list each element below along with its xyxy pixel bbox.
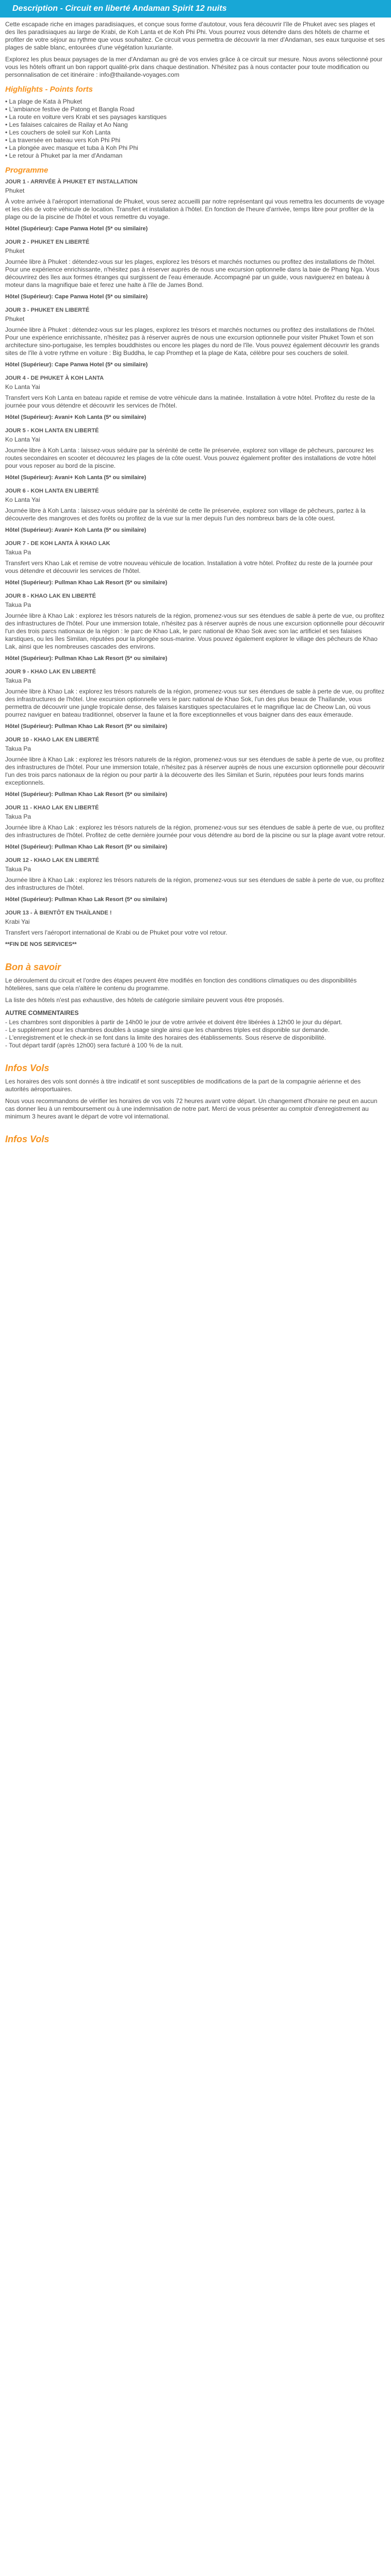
day-title: JOUR 10 - KHAO LAK EN LIBERTÉ — [5, 737, 100, 743]
comment-item: - Le supplément pour les chambres doubles à usage single ainsi que les chambres triples est disponible sur demande. — [5, 1026, 330, 1033]
highlight-item: • La route en voiture vers Krabi et ses paysages karstiques — [5, 113, 167, 121]
day-route: Takua Pa — [5, 549, 31, 556]
day-title: JOUR 6 - KOH LANTA EN LIBERTÉ — [5, 488, 99, 494]
day-hotel: Hôtel (Supérieur): Cape Panwa Hotel (5* ou similaire) — [5, 294, 148, 300]
day-hotel: **FIN DE NOS SERVICES** — [5, 941, 77, 947]
highlights-title: Highlights - Points forts — [5, 85, 93, 94]
day-title: JOUR 1 - ARRIVÉE À PHUKET ET INSTALLATION — [5, 179, 138, 185]
day-hotel: Hôtel (Supérieur): Pullman Khao Lak Resort (5* ou similaire) — [5, 655, 168, 662]
day-description: Transfert vers l'aéroport international de Krabi ou de Phuket pour votre vol retour. — [5, 929, 227, 936]
day-hotel: Hôtel (Supérieur): Cape Panwa Hotel (5* ou similaire) — [5, 226, 148, 232]
day-route: Takua Pa — [5, 866, 31, 873]
day-title: JOUR 5 - KOH LANTA EN LIBERTÉ — [5, 428, 99, 434]
highlight-item: • La traversée en bateau vers Koh Phi Phi — [5, 137, 121, 144]
day-route: Takua Pa — [5, 677, 31, 684]
day-hotel: Hôtel (Supérieur): Avani+ Koh Lanta (5* ou similaire) — [5, 474, 146, 481]
day-hotel: Hôtel (Supérieur): Pullman Khao Lak Resort (5* ou similaire) — [5, 580, 168, 586]
day-description: À votre arrivée à l'aéroport international de Phuket, vous serez accueilli par notre représentant qui vous remettra les documents de voyage et les clés de votre véhicule de location. Transfert et installation à l'hôtel. En fonction de l'heure d'arrivée, temps libre pour profiter de la plage ou de la piscine de l'hôtel et vous remettre du voyage. — [5, 198, 385, 221]
day-title: JOUR 9 - KHAO LAK EN LIBERTÉ — [5, 669, 96, 675]
highlight-item: • Les falaises calcaires de Railay et Ao Nang — [5, 121, 128, 128]
day-description: Journée libre à Koh Lanta : laissez-vous séduire par la sérénité de cette île préservée, explorez son village de pêcheurs, partez à la découverte des mangroves et des forêts ou profitez de la vue sur la mer depuis l'un des nombreux bars de la côte ouest. — [5, 507, 366, 522]
bon-savoir-paragraph: La liste des hôtels n'est pas exhaustive, des hôtels de catégorie similaire peuvent vous être proposés. — [5, 996, 284, 1004]
day-title: JOUR 3 - PHUKET EN LIBERTÉ — [5, 307, 90, 313]
day-route: Ko Lanta Yai — [5, 383, 40, 391]
day-block — [5, 737, 386, 799]
day-block — [5, 593, 386, 663]
day-block — [5, 239, 386, 301]
day-block — [5, 805, 386, 851]
day-block — [5, 669, 386, 731]
day-block — [5, 540, 386, 587]
day-block — [5, 307, 386, 369]
info-vols-paragraph: Les horaires des vols sont donnés à titre indicatif et sont susceptibles de modifications de la part de la compagnie aérienne et des autorités aéroportuaires. — [5, 1078, 361, 1093]
comment-item: - Tout départ tardif (après 12h00) sera facturé à 100 % de la nuit. — [5, 1042, 183, 1049]
day-hotel: Hôtel (Supérieur): Pullman Khao Lak Resort (5* ou similaire) — [5, 723, 168, 730]
comment-item: - L'enregistrement et le check-in se font dans la limite des horaires des établissements. Sous réserve de disponibilité. — [5, 1034, 326, 1041]
day-description: Journée libre à Phuket : détendez-vous sur les plages, explorez les trésors et marchés nocturnes ou profitez des installations de l'hôtel. Pour une expérience enrichissante, n'hésitez pas à réserver auprès de nous une excursion optionnelle pour visiter Phuket Town et son architecture sino-portugaise, les temples bouddhistes ou encore les plages du nord de l'île. Vous pouvez également découvrir les grands sites de l'île à votre rythme en voiture : Big Buddha, le cap Promthep et la plage de Kata, célèbre pour ses couchers de soleil. — [5, 326, 380, 357]
content — [0, 18, 391, 1145]
day-title: JOUR 2 - PHUKET EN LIBERTÉ — [5, 239, 90, 245]
day-description: Journée libre à Khao Lak : explorez les trésors naturels de la région, promenez-vous sur ses étendues de sable à perte de vue, ou profitez des infrastructures de l'hôtel. Pour une immersion totale, n'hésitez pas à réserver auprès de nous une excursion optionnelle pour découvrir l'un des trois parcs nationaux de la région : le parc de Khao Lak, le parc national de Khao Sok avec son lac artificiel et ses falaises karstiques, ou les îles Similan, réputées pour la plongée sous-marine. Vous pouvez également explorer le village des pêcheurs de Khao Lak, ainsi que les nombreuses cascades des environs. — [5, 612, 385, 650]
info-vols-title: Infos Vols — [5, 1063, 50, 1073]
banner-title: Description - Circuit en liberté Andaman Spirit 12 nuits — [12, 4, 227, 13]
other-comments-title: AUTRE COMMENTAIRES — [5, 1009, 79, 1016]
highlight-item: • La plage de Kata à Phuket — [5, 98, 82, 105]
day-hotel: Hôtel (Supérieur): Avani+ Koh Lanta (5* ou similaire) — [5, 414, 146, 420]
day-hotel: Hôtel (Supérieur): Pullman Khao Lak Resort (5* ou similaire) — [5, 791, 168, 798]
day-route: Phuket — [5, 315, 25, 323]
highlight-item: • Les couchers de soleil sur Koh Lanta — [5, 129, 111, 136]
day-title: JOUR 12 - KHAO LAK EN LIBERTÉ — [5, 857, 100, 863]
info-vols-paragraph: Nous vous recommandons de vérifier les horaires de vos vols 72 heures avant votre départ. Un changement d'horaire ne peut en aucun cas donner lieu à un remboursement ou à une indemnisation de notre part. Merci de vous présenter au comptoir d'enregistrement au minimum 3 heures avant le départ de votre vol international. — [5, 1097, 378, 1120]
day-description: Journée libre à Khao Lak : explorez les trésors naturels de la région, promenez-vous sur ses étendues de sable à perte de vue, ou profitez des infrastructures de l'hôtel. Une excursion optionnelle vers le parc national de Khao Sok, l'un des plus beaux de Thaïlande, vous permettra de découvrir une jungle tropicale dense, des falaises karstiques spectaculaires et le magnifique lac de Cheow Lan, où vous pourrez naviguer en bateau traditionnel, observer la faune et la flore exceptionnelles et vous baigner dans des eaux émeraude. — [5, 688, 385, 718]
day-title: JOUR 4 - DE PHUKET À KOH LANTA — [5, 375, 104, 381]
page-banner — [0, 0, 391, 18]
highlight-item: • L'ambiance festive de Patong et Bangla Road — [5, 106, 135, 113]
day-block — [5, 179, 386, 233]
day-description: Journée libre à Khao Lak : explorez les trésors naturels de la région, promenez-vous sur ses étendues de sable à perte de vue, ou profitez des infrastructures de l'hôtel. — [5, 876, 385, 891]
day-route: Ko Lanta Yai — [5, 496, 40, 503]
day-block — [5, 857, 386, 904]
comment-item: - Les chambres sont disponibles à partir de 14h00 le jour de votre arrivée et doivent être libérées à 12h00 le jour du départ. — [5, 1019, 343, 1026]
bon-savoir-title: Bon à savoir — [5, 962, 61, 972]
day-hotel: Hôtel (Supérieur): Pullman Khao Lak Resort (5* ou similaire) — [5, 844, 168, 850]
day-route: Takua Pa — [5, 745, 31, 752]
other-comments-list — [5, 1019, 386, 1049]
day-block — [5, 910, 386, 948]
day-hotel: Hôtel (Supérieur): Avani+ Koh Lanta (5* ou similaire) — [5, 527, 146, 533]
day-description: Transfert vers Koh Lanta en bateau rapide et remise de votre véhicule dans la matinée. Installation à votre hôtel. Profitez du reste de la journée pour vous détendre et découvrir les services de l'hôtel. — [5, 394, 375, 409]
intro-paragraph: Explorez les plus beaux paysages de la mer d'Andaman au gré de vos envies grâce à ce circuit sur mesure. Nous avons sélectionné pour vous les hôtels offrant un bon rapport qualité-prix dans chaque destination. N'hésitez pas à nous contacter pour toute modification ou personnalisation de cet itinéraire : info@thailande-voyages.com — [5, 56, 383, 78]
day-description: Journée libre à Phuket : détendez-vous sur les plages, explorez les trésors et marchés nocturnes ou profitez des installations de l'hôtel. Pour une expérience enrichissante, n'hésitez pas à réserver auprès de nous une excursion optionnelle dans la baie de Phang Nga. Vous découvrirez des îles aux formes étranges qui surgissent de l'eau émeraude. Accompagné par un guide, vous naviguerez en bateau à moteur dans la magnifique baie et ferez une halte à l'île de James Bond. — [5, 258, 380, 289]
day-route: Ko Lanta Yai — [5, 436, 40, 443]
day-hotel: Hôtel (Supérieur): Cape Panwa Hotel (5* ou similaire) — [5, 362, 148, 368]
day-description: Journée libre à Koh Lanta : laissez-vous séduire par la sérénité de cette île préservée, explorez son village de pêcheurs, parcourez les routes secondaires en scooter et découvrez les plages de la côte ouest. Vous pouvez également profiter des installations de votre hôtel pour vous reposer au bord de la piscine. — [5, 447, 376, 469]
program-title: Programme — [5, 166, 48, 175]
intro-paragraph: Cette escapade riche en images paradisiaques, et conçue sous forme d'autotour, vous fera découvrir l'île de Phuket avec ses plages et des îles paradisiaques au large de Krabi, de Koh Lanta et de Koh Phi Phi. Vous pourrez vous détendre dans des hôtels de charme et profiter de votre séjour au rythme que vous souhaitez. Ce circuit vous permettra de découvrir la mer d'Andaman, ses eaux turquoise et ses plages de sable blanc, entourées d'une végétation luxuriante. — [5, 21, 385, 51]
day-title: JOUR 11 - KHAO LAK EN LIBERTÉ — [5, 805, 99, 811]
day-description: Journée libre à Khao Lak : explorez les trésors naturels de la région, promenez-vous sur ses étendues de sable à perte de vue, ou profitez des infrastructures de l'hôtel. Profitez de cette dernière journée pour vous détendre au bord de la piscine ou sur la plage avant votre retour. — [5, 824, 385, 839]
day-title: JOUR 7 - DE KOH LANTA À KHAO LAK — [5, 540, 110, 547]
day-description: Transfert vers Khao Lak et remise de votre nouveau véhicule de location. Installation à votre hôtel. Profitez du reste de la journée pour vous détendre et découvrir les services de l'hôtel. — [5, 560, 373, 574]
day-route: Takua Pa — [5, 813, 31, 820]
day-route: Krabi Yai — [5, 918, 30, 925]
bon-savoir-paragraph: Le déroulement du circuit et l'ordre des étapes peuvent être modifiés en fonction des conditions climatiques ou des disponibilités hôtelières, sans que cela n'altère le contenu du programme. — [5, 977, 357, 992]
footer-title: Infos Vols — [5, 1134, 50, 1144]
day-route: Phuket — [5, 247, 25, 255]
day-description: Journée libre à Khao Lak : explorez les trésors naturels de la région, promenez-vous sur ses étendues de sable à perte de vue, ou profitez des infrastructures de l'hôtel. Pour une immersion totale, n'hésitez pas à réserver auprès de nous une excursion optionnelle pour découvrir l'un des trois parcs nationaux de la région ou pour partir à la découverte des îles Similan et Surin, réputées pour leurs fonds marins exceptionnels. — [5, 756, 385, 786]
highlight-item: • La plongée avec masque et tuba à Koh Phi Phi — [5, 144, 138, 151]
day-title: JOUR 8 - KHAO LAK EN LIBERTÉ — [5, 593, 96, 599]
day-block — [5, 428, 386, 482]
highlights-list — [5, 98, 386, 160]
day-block — [5, 488, 386, 534]
day-hotel: Hôtel (Supérieur): Pullman Khao Lak Resort (5* ou similaire) — [5, 896, 168, 903]
day-route: Takua Pa — [5, 601, 31, 608]
day-route: Phuket — [5, 187, 25, 194]
highlight-item: • Le retour à Phuket par la mer d'Andaman — [5, 152, 123, 159]
day-block — [5, 375, 386, 421]
day-title: JOUR 13 - À BIENTÔT EN THAÏLANDE ! — [5, 910, 112, 916]
